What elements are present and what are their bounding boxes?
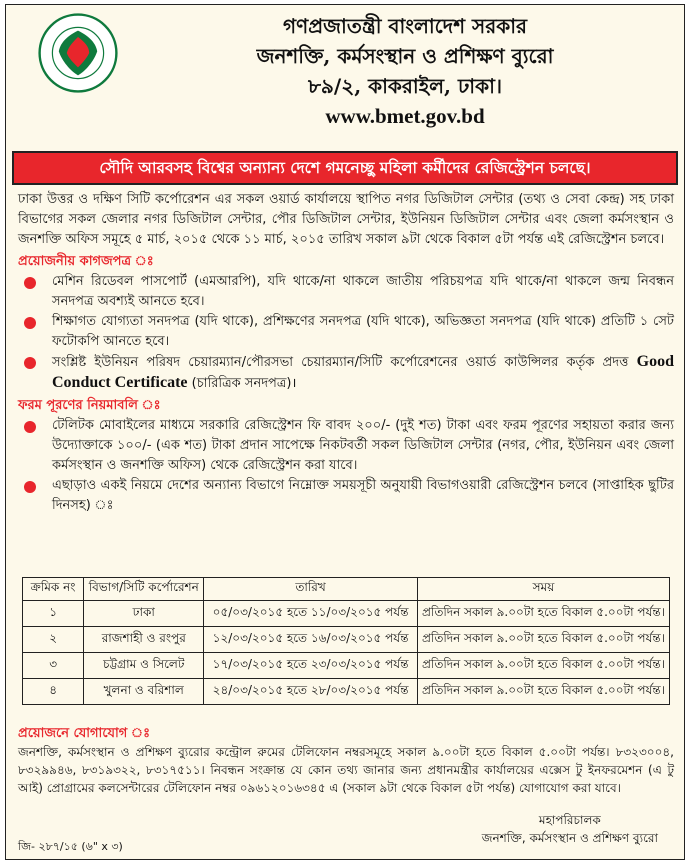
table-row [23, 601, 670, 627]
schedule-table [22, 577, 670, 705]
rule-item-text: এছাড়াও একই নিয়মে দেশের অন্যান্য বিভাগে নিম্নোক্ত সময়সূচী অনুযায়ী বিভাগওয়ারী রেজিস্ট্রেশন চলবে (সাপ্তাহিক ছুটির দিনসহ) ঃ [52, 478, 674, 513]
header-text [136, 11, 674, 131]
documents-heading: প্রয়োজনীয় কাগজপত্র ঃ [18, 254, 154, 269]
government-name: গণপ্রজাতন্ত্রী বাংলাদেশ সরকার [283, 14, 527, 38]
table-header-row [23, 578, 670, 601]
cell-time: প্রতিদিন সকাল ৯.০০টা হতে বিকাল ৫.০০টা পর্যন্ত। [417, 601, 669, 627]
document-item-text: মেশিন রিডেবল পাসপোর্ট (এমআরপি), যদি থাকে/না থাকলে জাতীয় পরিচয়পত্র যদি থাকে/না থাকলে জন্ম নিবন্ধন সনদপত্র অবশ্যই আনতে হবে। [52, 274, 674, 309]
cell-division: চট্টগ্রাম ও সিলেট [84, 653, 204, 679]
list-item [18, 352, 674, 394]
signatory-title: মহাপরিচালক [538, 813, 601, 827]
table-row [23, 627, 670, 653]
advertisement-page [5, 4, 685, 860]
intro-paragraph: ঢাকা উত্তর ও দক্ষিণ সিটি কর্পোরেশন এর সকল ওয়ার্ড কার্যালয়ে স্থাপিত নগর ডিজিটাল সেন্টার (তথ্য ও সেবা কেন্দ্র) সহ ঢাকা বিভাগের সকল জেলার নগর ডিজিটাল সেন্টার, পৌর ডিজিটাল সেন্টার, ইউনিয়ন ডিজিটাল সেন্টার এবং জেলা কর্মসংস্থান ও জনশক্তি অফিস সমূহে ৫ মার্চ, ২০১৫ থেকে ১১ মার্চ, ২০১৫ তারিখ সকাল ৯টা থেকে বিকাল ৫টা পর্যন্ত এই রেজিস্ট্রেশন চলবে। [18, 192, 674, 247]
bullet-icon [24, 481, 36, 493]
column-header-time: সময় [417, 578, 669, 601]
cell-serial: ১ [23, 601, 84, 627]
list-item [18, 416, 674, 476]
contact-section [18, 723, 674, 797]
cell-date: ০৫/০৩/২০১৫ হতে ১১/০৩/২০১৫ পর্যন্ত [204, 601, 418, 627]
column-header-serial: ক্রমিক নং [23, 578, 84, 601]
cell-serial: ২ [23, 627, 84, 653]
bureau-address: ৮৯/২, কাকরাইল, ঢাকা। [307, 74, 503, 98]
document-item-text: সংশ্লিষ্ট ইউনিয়ন পরিষদ চেয়ারম্যান/পৌরসভা চেয়ারম্যান/সিটি কর্পোরেশনের ওয়ার্ড কাউন্সিলর কর্তৃক প্রদত্ত [52, 355, 637, 370]
bullet-icon [24, 277, 36, 289]
rule-item-text: টেলিটক মোবাইলের মাধ্যমে সরকারি রেজিস্ট্রেশন ফি বাবদ ২০০/- (দুই শত) টাকা এবং ফরম পূরণের সহায়তা করার জন্য উদ্যোক্তাকে ১০০/- (এক শত) টাকা প্রদান সাপেক্ষে নিকটবর্তী সকল ডিজিটাল সেন্টার (নগর, পৌর, ইউনিয়ন এবং জেলা কর্মসংস্থান ও জনশক্তি অফিস) থেকে রেজিস্ট্রেশন করা যাবে। [52, 418, 674, 473]
notice-body [18, 190, 674, 516]
bullet-icon [24, 421, 36, 433]
bureau-name: জনশক্তি, কর্মসংস্থান ও প্রশিক্ষণ ব্যুরো [256, 44, 554, 68]
good-conduct-certificate: Good Conduct Certificate [52, 353, 674, 391]
cell-date: ২৪/০৩/২০১৫ হতে ২৮/০৩/২০১৫ পর্যন্ত [204, 679, 418, 705]
government-seal-icon [38, 13, 118, 93]
cell-division: ঢাকা [84, 601, 204, 627]
list-item [18, 312, 674, 352]
header [6, 5, 684, 149]
cell-division: রাজশাহী ও রংপুর [84, 627, 204, 653]
signature-block [482, 811, 658, 847]
cell-time: প্রতিদিন সকাল ৯.০০টা হতে বিকাল ৫.০০টা পর্যন্ত। [417, 627, 669, 653]
cell-division: খুলনা ও বরিশাল [84, 679, 204, 705]
signatory-organization: জনশক্তি, কর্মসংস্থান ও প্রশিক্ষণ ব্যুরো [481, 831, 658, 845]
rules-heading: ফরম পূরণের নিয়মাবলি ঃ [18, 398, 161, 413]
column-header-division: বিভাগ/সিটি কর্পোরেশন [84, 578, 204, 601]
rules-list [18, 416, 674, 516]
cell-serial: ৩ [23, 653, 84, 679]
cell-date: ১২/০৩/২০১৫ হতে ১৬/০৩/২০১৫ পর্যন্ত [204, 627, 418, 653]
contact-text: জনশক্তি, কর্মসংস্থান ও প্রশিক্ষণ ব্যুরোর কন্ট্রোল রুমের টেলিফোন নম্বরসমূহে সকাল ৯.০০টা হতে বিকাল ৫.০০টা পর্যন্ত। ৮৩২৩০০৪, ৮৩২৯৯৪৬, ৮৩১৯৩২২, ৮৩১৭৫১১। নিবন্ধন সংক্রান্ত যে কোন তথ্য জানার জন্য প্রধানমন্ত্রীর কার্যালয়ের এক্সেস টু ইনফরমেশন (এ টু আই) প্রোগ্রামের কলসেন্টারের টেলিফোন নম্বর ০৯৬১২০১৬৩৪৫ এ (সকাল ৯টা থেকে বিকাল ৫টা পর্যন্ত) যোগাযোগ করা যাবে। [18, 745, 674, 795]
reference-number: জি- ২৮৭/১৫ (৬" x ৩) [18, 840, 123, 853]
cell-time: প্রতিদিন সকাল ৯.০০টা হতে বিকাল ৫.০০টা পর্যন্ত। [417, 679, 669, 705]
website-link[interactable]: www.bmet.gov.bd [325, 104, 485, 128]
column-header-date: তারিখ [204, 578, 418, 601]
cell-time: প্রতিদিন সকাল ৯.০০টা হতে বিকাল ৫.০০টা পর্যন্ত। [417, 653, 669, 679]
contact-heading: প্রয়োজনে যোগাযোগ ঃ [18, 726, 151, 741]
table-row [23, 679, 670, 705]
list-item [18, 476, 674, 516]
bullet-icon [24, 317, 36, 329]
cell-serial: ৪ [23, 679, 84, 705]
bullet-icon [24, 357, 36, 369]
document-item-text: শিক্ষাগত যোগ্যতা সনদপত্র (যদি থাকে), প্রশিক্ষণের সনদপত্র (যদি থাকে), অভিজ্ঞতা সনদপত্র (যদি থাকে) প্রতিটি ১ সেট ফটোকপি আনতে হবে। [52, 314, 674, 349]
registration-banner: সৌদি আরবসহ বিশ্বের অন্যান্য দেশে গমনেচ্ছু মহিলা কর্মীদের রেজিস্ট্রেশন চলছে। [12, 151, 678, 185]
table-row [23, 653, 670, 679]
document-item-text: (চারিত্রিক সনদপত্র)। [187, 376, 297, 391]
documents-list [18, 272, 674, 394]
list-item [18, 272, 674, 312]
cell-date: ১৭/০৩/২০১৫ হতে ২৩/০৩/২০১৫ পর্যন্ত [204, 653, 418, 679]
